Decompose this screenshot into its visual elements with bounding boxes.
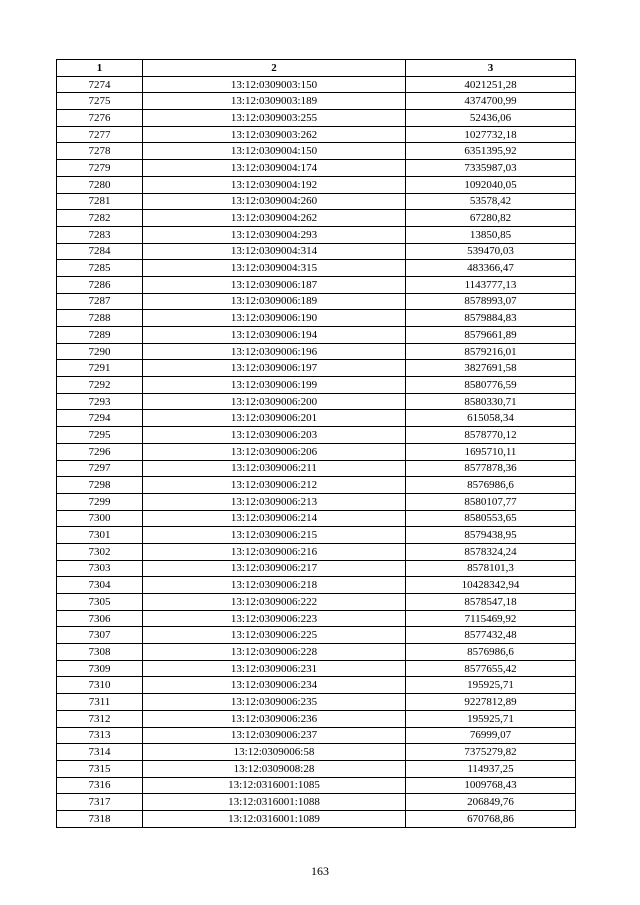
table-row — [57, 727, 576, 744]
cadastral-number-cell: 13:12:0309006:187 — [143, 276, 406, 293]
row-number-cell: 7318 — [57, 810, 143, 827]
row-number-cell: 7313 — [57, 727, 143, 744]
row-number-cell: 7293 — [57, 393, 143, 410]
row-number-cell: 7302 — [57, 543, 143, 560]
value-cell: 539470,03 — [406, 243, 576, 260]
table-row — [57, 744, 576, 761]
cadastral-number-cell: 13:12:0309006:214 — [143, 510, 406, 527]
row-number-cell: 7288 — [57, 310, 143, 327]
value-cell: 9227812,89 — [406, 694, 576, 711]
table-row — [57, 627, 576, 644]
row-number-cell: 7283 — [57, 226, 143, 243]
value-cell: 1027732,18 — [406, 126, 576, 143]
row-number-cell: 7311 — [57, 694, 143, 711]
cadastral-number-cell: 13:12:0309006:206 — [143, 443, 406, 460]
table-row — [57, 160, 576, 177]
cadastral-number-cell: 13:12:0309003:262 — [143, 126, 406, 143]
cadastral-number-cell: 13:12:0309006:203 — [143, 427, 406, 444]
table-row — [57, 377, 576, 394]
table-row — [57, 276, 576, 293]
value-cell: 483366,47 — [406, 260, 576, 277]
cadastral-number-cell: 13:12:0309006:200 — [143, 393, 406, 410]
table-row — [57, 810, 576, 827]
value-cell: 114937,25 — [406, 760, 576, 777]
table-row — [57, 794, 576, 811]
row-number-cell: 7301 — [57, 527, 143, 544]
row-number-cell: 7312 — [57, 710, 143, 727]
cadastral-number-cell: 13:12:0309006:223 — [143, 610, 406, 627]
cadastral-number-cell: 13:12:0309006:194 — [143, 327, 406, 344]
row-number-cell: 7306 — [57, 610, 143, 627]
row-number-cell: 7290 — [57, 343, 143, 360]
table-row — [57, 327, 576, 344]
row-number-cell: 7300 — [57, 510, 143, 527]
table-row — [57, 76, 576, 93]
cadastral-number-cell: 13:12:0309006:237 — [143, 727, 406, 744]
value-cell: 670768,86 — [406, 810, 576, 827]
row-number-cell: 7274 — [57, 76, 143, 93]
cadastral-number-cell: 13:12:0309003:150 — [143, 76, 406, 93]
cadastral-number-cell: 13:12:0309004:260 — [143, 193, 406, 210]
cadastral-number-cell: 13:12:0309006:197 — [143, 360, 406, 377]
value-cell: 8580553,65 — [406, 510, 576, 527]
table-row — [57, 126, 576, 143]
value-cell: 1695710,11 — [406, 443, 576, 460]
table-row — [57, 610, 576, 627]
value-cell: 52436,06 — [406, 110, 576, 127]
value-cell: 195925,71 — [406, 710, 576, 727]
table-row — [57, 293, 576, 310]
cadastral-number-cell: 13:12:0309006:190 — [143, 310, 406, 327]
table-row — [57, 660, 576, 677]
value-cell: 8577878,36 — [406, 460, 576, 477]
value-cell: 7375279,82 — [406, 744, 576, 761]
row-number-cell: 7299 — [57, 493, 143, 510]
table-row — [57, 243, 576, 260]
table-row — [57, 560, 576, 577]
header-row — [57, 60, 576, 77]
cadastral-number-cell: 13:12:0309006:236 — [143, 710, 406, 727]
row-number-cell: 7275 — [57, 93, 143, 110]
value-cell: 8576986,6 — [406, 477, 576, 494]
cadastral-number-cell: 13:12:0309006:228 — [143, 644, 406, 661]
row-number-cell: 7307 — [57, 627, 143, 644]
row-number-cell: 7297 — [57, 460, 143, 477]
value-cell: 8580776,59 — [406, 377, 576, 394]
value-cell: 76999,07 — [406, 727, 576, 744]
value-cell: 6351395,92 — [406, 143, 576, 160]
cadastral-number-cell: 13:12:0309004:315 — [143, 260, 406, 277]
cadastral-number-cell: 13:12:0309004:192 — [143, 176, 406, 193]
table-row — [57, 226, 576, 243]
table-row — [57, 777, 576, 794]
cadastral-number-cell: 13:12:0309004:262 — [143, 210, 406, 227]
value-cell: 3827691,58 — [406, 360, 576, 377]
row-number-cell: 7308 — [57, 644, 143, 661]
cadastral-number-cell: 13:12:0309006:211 — [143, 460, 406, 477]
value-cell: 8578993,07 — [406, 293, 576, 310]
table-row — [57, 193, 576, 210]
table-row — [57, 527, 576, 544]
table-row — [57, 176, 576, 193]
cadastral-number-cell: 13:12:0309006:222 — [143, 594, 406, 611]
cadastral-number-cell: 13:12:0309004:293 — [143, 226, 406, 243]
value-cell: 10428342,94 — [406, 577, 576, 594]
row-number-cell: 7282 — [57, 210, 143, 227]
cadastral-number-cell: 13:12:0316001:1088 — [143, 794, 406, 811]
cadastral-number-cell: 13:12:0309006:201 — [143, 410, 406, 427]
column-header-1: 1 — [57, 60, 143, 77]
table-row — [57, 443, 576, 460]
cadastral-number-cell: 13:12:0309006:196 — [143, 343, 406, 360]
table-row — [57, 93, 576, 110]
row-number-cell: 7286 — [57, 276, 143, 293]
cadastral-number-cell: 13:12:0309006:217 — [143, 560, 406, 577]
row-number-cell: 7276 — [57, 110, 143, 127]
cadastral-number-cell: 13:12:0309008:28 — [143, 760, 406, 777]
row-number-cell: 7304 — [57, 577, 143, 594]
cadastral-number-cell: 13:12:0309006:189 — [143, 293, 406, 310]
cadastral-number-cell: 13:12:0309006:213 — [143, 493, 406, 510]
table-row — [57, 427, 576, 444]
cadastral-number-cell: 13:12:0309006:218 — [143, 577, 406, 594]
row-number-cell: 7305 — [57, 594, 143, 611]
table-row — [57, 493, 576, 510]
cadastral-number-cell: 13:12:0309006:216 — [143, 543, 406, 560]
table-row — [57, 393, 576, 410]
cadastral-number-cell: 13:12:0309006:234 — [143, 677, 406, 694]
row-number-cell: 7309 — [57, 660, 143, 677]
value-cell: 4374700,99 — [406, 93, 576, 110]
value-cell: 53578,42 — [406, 193, 576, 210]
value-cell: 206849,76 — [406, 794, 576, 811]
table-row — [57, 760, 576, 777]
cadastral-number-cell: 13:12:0309006:235 — [143, 694, 406, 711]
value-cell: 8578547,18 — [406, 594, 576, 611]
value-cell: 8579884,83 — [406, 310, 576, 327]
value-cell: 8578101,3 — [406, 560, 576, 577]
table-row — [57, 543, 576, 560]
value-cell: 8576986,6 — [406, 644, 576, 661]
row-number-cell: 7298 — [57, 477, 143, 494]
cadastral-number-cell: 13:12:0309004:174 — [143, 160, 406, 177]
cadastral-number-cell: 13:12:0316001:1085 — [143, 777, 406, 794]
cadastral-number-cell: 13:12:0309003:255 — [143, 110, 406, 127]
page-number: 163 — [311, 864, 329, 878]
row-number-cell: 7292 — [57, 377, 143, 394]
cadastral-number-cell: 13:12:0309006:231 — [143, 660, 406, 677]
value-cell: 615058,34 — [406, 410, 576, 427]
row-number-cell: 7310 — [57, 677, 143, 694]
column-header-3: 3 — [406, 60, 576, 77]
value-cell: 8577655,42 — [406, 660, 576, 677]
row-number-cell: 7314 — [57, 744, 143, 761]
cadastral-number-cell: 13:12:0309003:189 — [143, 93, 406, 110]
row-number-cell: 7289 — [57, 327, 143, 344]
table-row — [57, 710, 576, 727]
value-cell: 8579216,01 — [406, 343, 576, 360]
row-number-cell: 7294 — [57, 410, 143, 427]
row-number-cell: 7317 — [57, 794, 143, 811]
table-row — [57, 143, 576, 160]
table-row — [57, 677, 576, 694]
row-number-cell: 7278 — [57, 143, 143, 160]
row-number-cell: 7295 — [57, 427, 143, 444]
row-number-cell: 7279 — [57, 160, 143, 177]
row-number-cell: 7315 — [57, 760, 143, 777]
value-cell: 7335987,03 — [406, 160, 576, 177]
value-cell: 8579661,89 — [406, 327, 576, 344]
value-cell: 4021251,28 — [406, 76, 576, 93]
row-number-cell: 7280 — [57, 176, 143, 193]
cadastral-number-cell: 13:12:0309006:215 — [143, 527, 406, 544]
value-cell: 7115469,92 — [406, 610, 576, 627]
table-row — [57, 260, 576, 277]
value-cell: 8577432,48 — [406, 627, 576, 644]
value-cell: 8578324,24 — [406, 543, 576, 560]
row-number-cell: 7285 — [57, 260, 143, 277]
value-cell: 8578770,12 — [406, 427, 576, 444]
table-row — [57, 510, 576, 527]
table-row — [57, 644, 576, 661]
value-cell: 67280,82 — [406, 210, 576, 227]
cadastral-number-cell: 13:12:0309006:225 — [143, 627, 406, 644]
value-cell: 13850,85 — [406, 226, 576, 243]
table-row — [57, 343, 576, 360]
table-row — [57, 310, 576, 327]
table-row — [57, 477, 576, 494]
row-number-cell: 7296 — [57, 443, 143, 460]
cadastral-number-cell: 13:12:0309004:314 — [143, 243, 406, 260]
cadastral-number-cell: 13:12:0309006:199 — [143, 377, 406, 394]
value-cell: 1009768,43 — [406, 777, 576, 794]
row-number-cell: 7316 — [57, 777, 143, 794]
value-cell: 8579438,95 — [406, 527, 576, 544]
row-number-cell: 7303 — [57, 560, 143, 577]
table-row — [57, 577, 576, 594]
cadastral-number-cell: 13:12:0309004:150 — [143, 143, 406, 160]
value-cell: 1092040,05 — [406, 176, 576, 193]
table-row — [57, 210, 576, 227]
table-header — [57, 60, 576, 77]
cadastral-number-cell: 13:12:0309006:212 — [143, 477, 406, 494]
cadastral-number-cell: 13:12:0309006:58 — [143, 744, 406, 761]
value-cell: 8580107,77 — [406, 493, 576, 510]
row-number-cell: 7281 — [57, 193, 143, 210]
table-body — [57, 76, 576, 827]
table-row — [57, 694, 576, 711]
column-header-2: 2 — [143, 60, 406, 77]
row-number-cell: 7291 — [57, 360, 143, 377]
table-row — [57, 594, 576, 611]
table-row — [57, 410, 576, 427]
table-row — [57, 460, 576, 477]
row-number-cell: 7284 — [57, 243, 143, 260]
value-cell: 1143777,13 — [406, 276, 576, 293]
table-row — [57, 360, 576, 377]
value-cell: 8580330,71 — [406, 393, 576, 410]
value-cell: 195925,71 — [406, 677, 576, 694]
row-number-cell: 7277 — [57, 126, 143, 143]
cadastral-number-cell: 13:12:0316001:1089 — [143, 810, 406, 827]
row-number-cell: 7287 — [57, 293, 143, 310]
table-row — [57, 110, 576, 127]
data-table — [56, 59, 576, 828]
